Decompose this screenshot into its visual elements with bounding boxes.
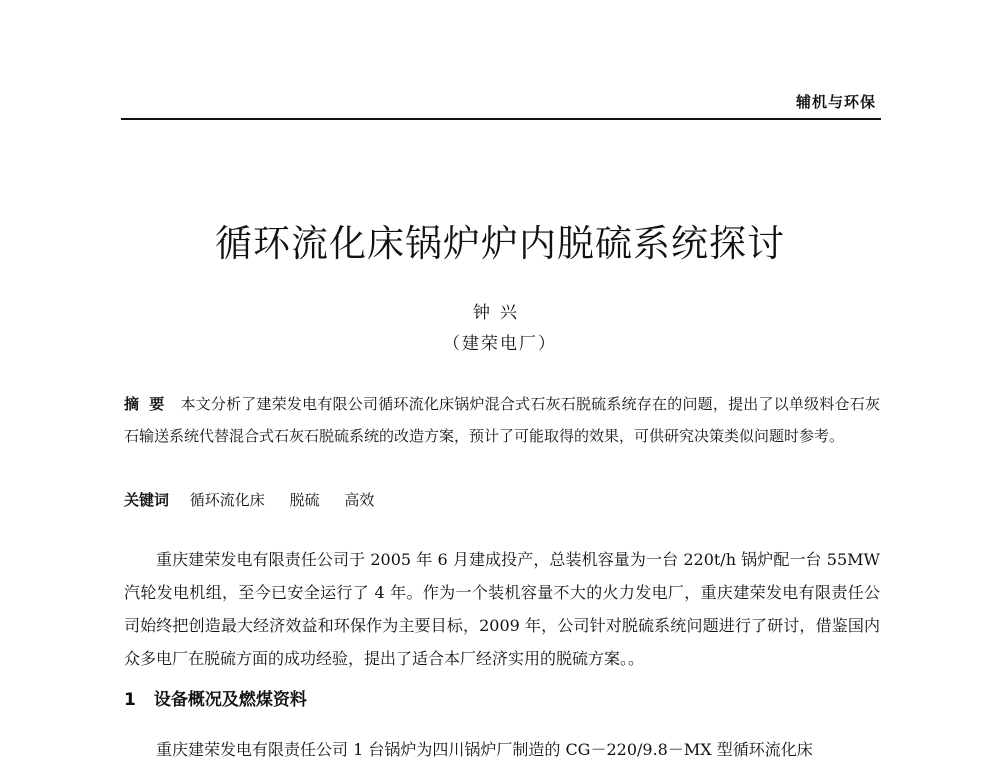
- abstract-text: 本文分析了建荣发电有限公司循环流化床锅炉混合式石灰石脱硫系统存在的问题，提出了以单级料仓石灰石输送系统代替混合式石灰石脱硫系统的改造方案，预计了可能取得的效果，可供研究决策类似问题时参考。: [124, 395, 880, 445]
- keyword-item: 循环流化床: [189, 491, 265, 509]
- body-paragraph-2: 重庆建荣发电有限责任公司 1 台锅炉为四川锅炉厂制造的 CG－220/9.8－MX 型循环流化床: [156, 740, 813, 759]
- abstract-block: [124, 388, 880, 452]
- author-name: 钟兴: [473, 303, 527, 323]
- keyword-item: 高效: [344, 491, 375, 509]
- section-title: 设备概况及燃煤资料: [153, 690, 307, 710]
- keywords-label: 关键词: [124, 491, 170, 509]
- author-affiliation: （建荣电厂）: [443, 334, 557, 354]
- header-rule-divider: [121, 118, 881, 120]
- body-paragraph-1: 重庆建荣发电有限责任公司于 2005 年 6 月建成投产，总装机容量为一台 220t/h 锅炉配一台 55MW 汽轮发电机组，至今已安全运行了 4 年。作为一个装机容量不大的火力发电厂，重庆建荣发电有限责任公司始终把创造最大经济效益和环保作为主要目标，2009 年，公司针对脱硫系统问题进行了研讨，借鉴国内众多电厂在脱硫方面的成功经验，提出了适合本厂经济实用的脱硫方案。。: [124, 550, 880, 668]
- abstract-label: 摘要: [124, 395, 175, 413]
- section-heading-1: [124, 685, 307, 710]
- article-title: 循环流化床锅炉炉内脱硫系统探讨: [215, 222, 785, 265]
- keyword-item: 脱硫: [289, 491, 320, 509]
- section-number: 1: [124, 690, 136, 710]
- keywords-block: [124, 484, 394, 516]
- section-header-label: 辅机与环保: [795, 93, 876, 111]
